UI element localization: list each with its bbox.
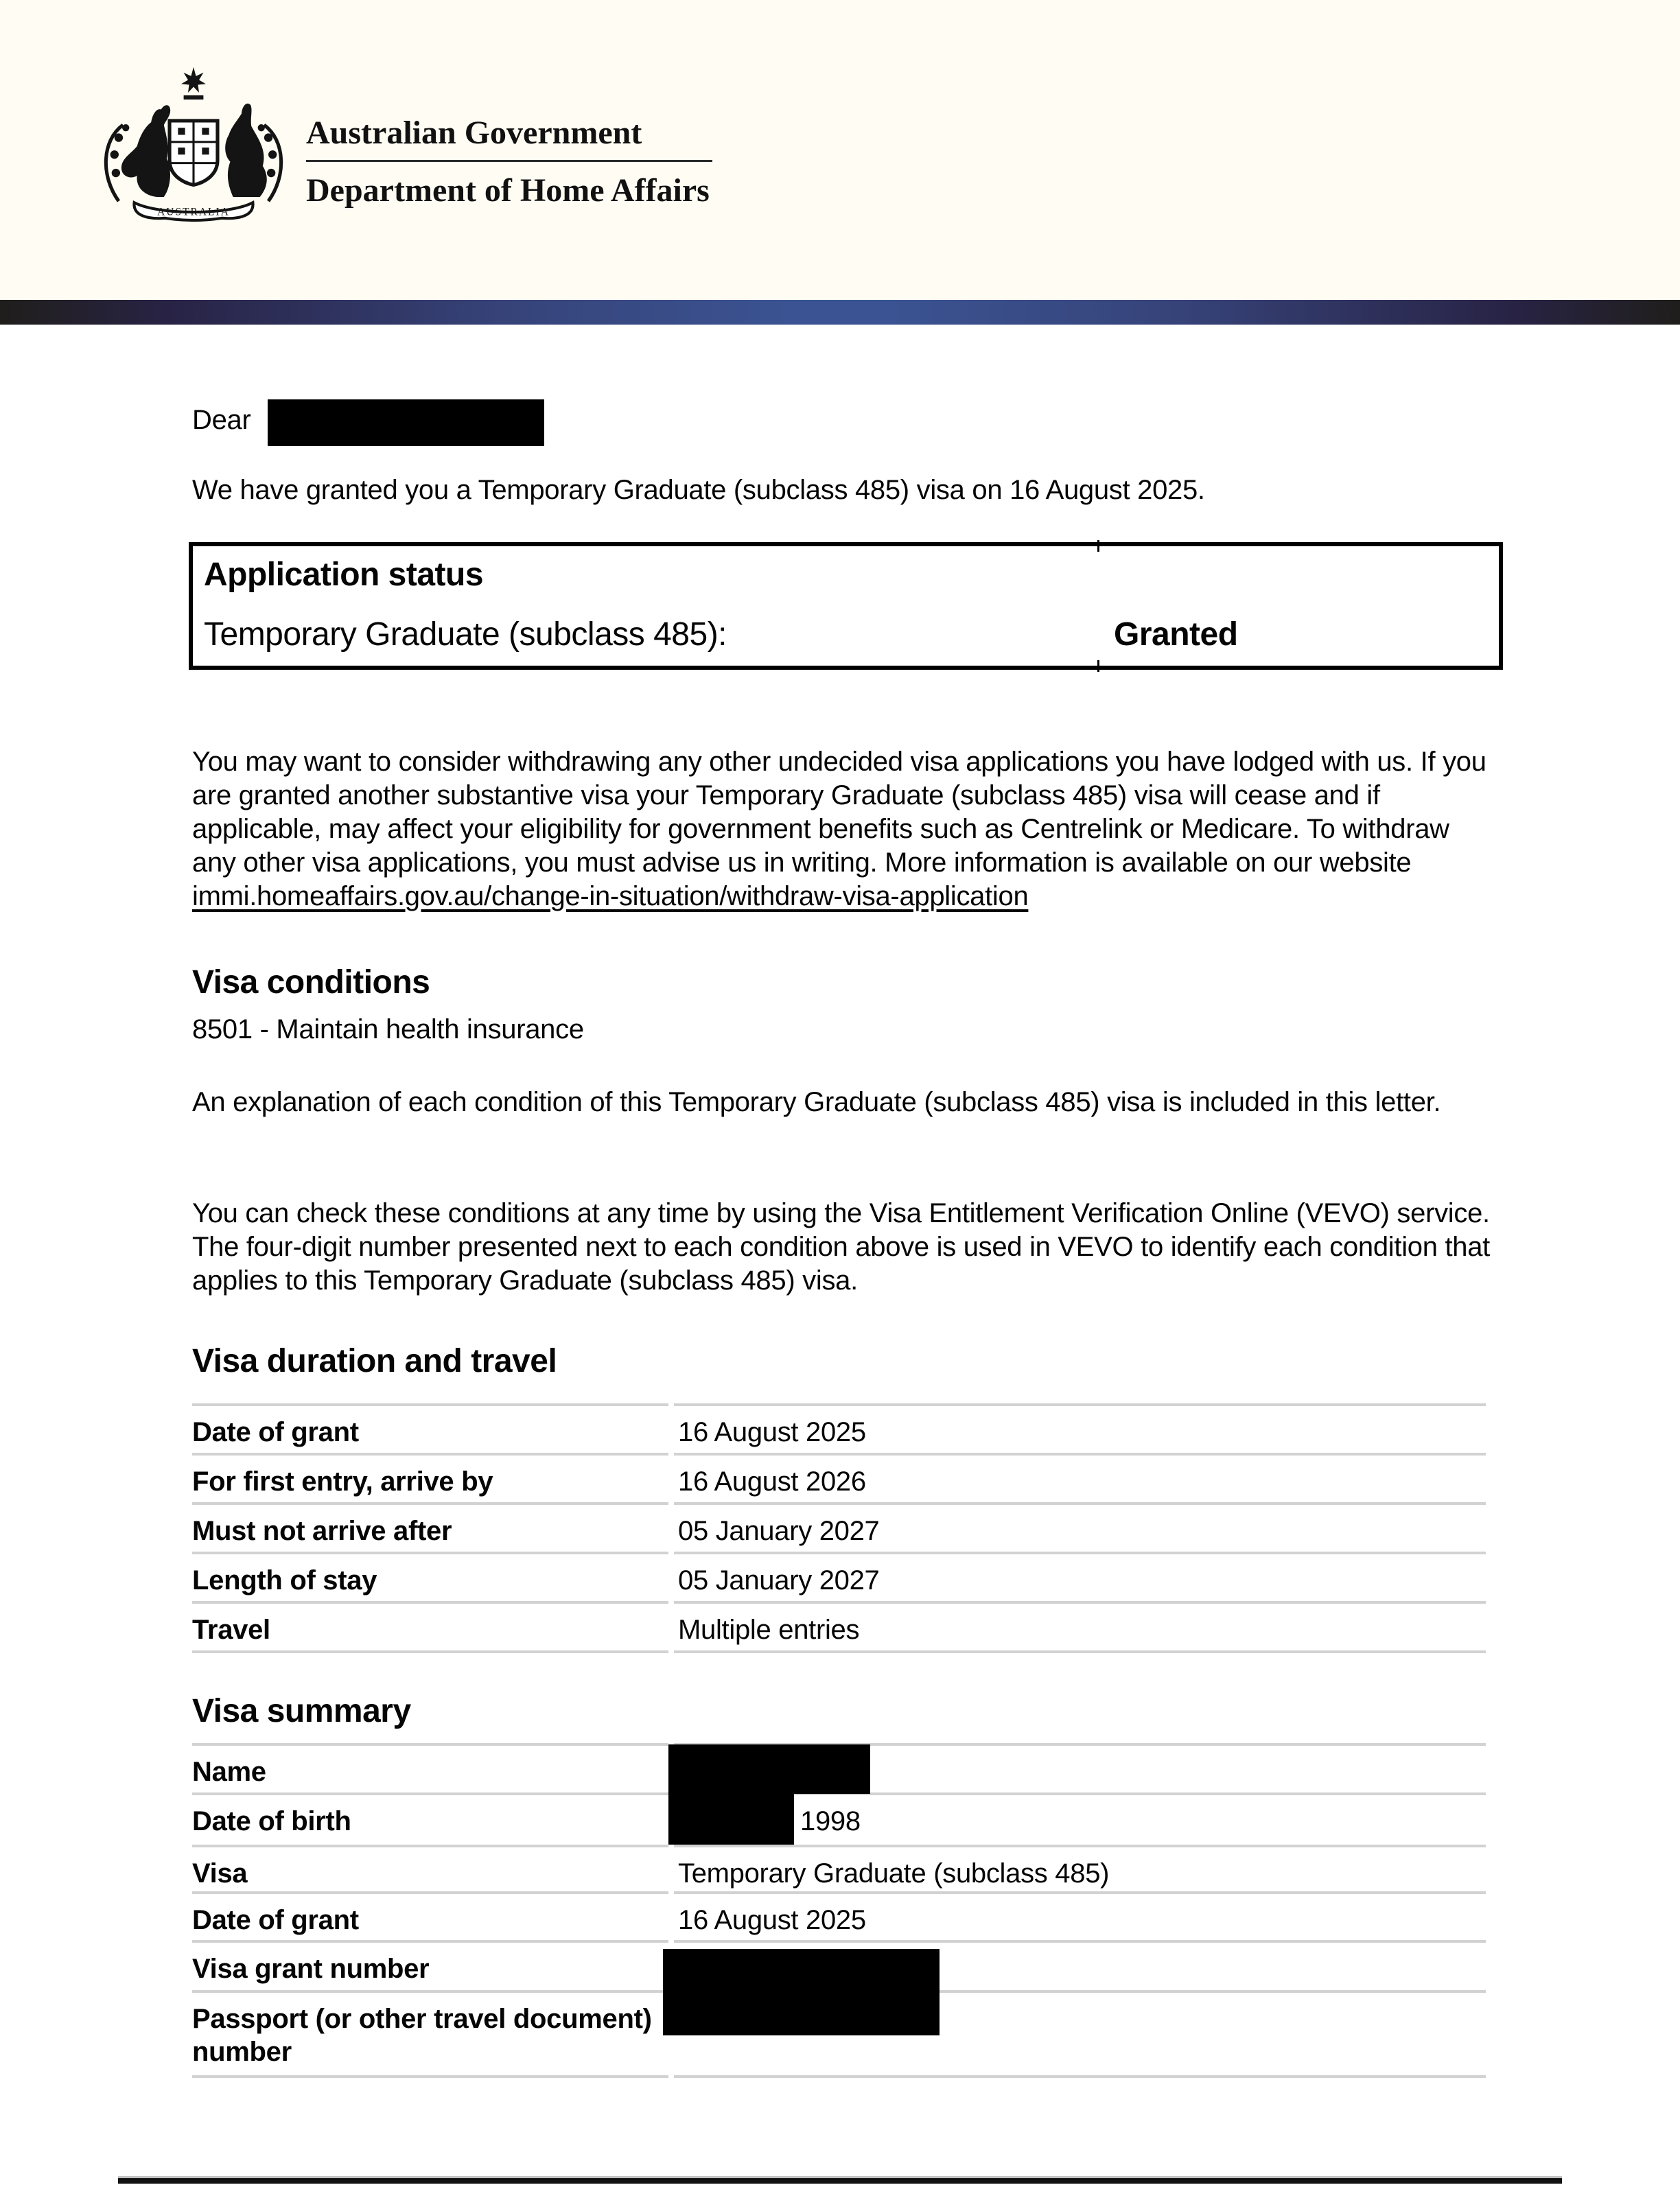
government-header [306,114,786,209]
row-label: Date of birth [192,1792,668,1845]
application-status-box [189,542,1503,670]
visa-summary-heading: Visa summary [192,1693,411,1729]
visa-conditions-heading: Visa conditions [192,964,430,1001]
conditions-explanation: An explanation of each condition of this Temporary Graduate (subclass 485) visa is included in this letter. [192,1087,1441,1117]
table-row [192,1845,1486,1891]
condition-8501: 8501 - Maintain health insurance [192,1014,584,1044]
row-label: For first entry, arrive by [192,1453,668,1502]
birth-year: 1998 [800,1806,861,1836]
salutation: Dear [192,405,251,435]
row-value: Multiple entries [674,1601,1486,1650]
kangaroo-icon [121,105,170,197]
row-label: Passport (or other travel document) number [192,1990,668,2075]
row-label: Length of stay [192,1552,668,1601]
redacted-birth-date [668,1794,794,1845]
row-label: Visa grant number [192,1940,668,1990]
agency-title: Australian Government [306,115,642,151]
row-label: Name [192,1743,668,1792]
header-divider [306,160,712,162]
column-divider-tick-bottom [1097,660,1099,672]
withdraw-link[interactable]: immi.homeaffairs.gov.au/change-in-situation/withdraw-visa-application [192,881,1029,911]
brand-banner [0,300,1680,325]
application-status-title: Application status [204,557,484,593]
row-label: Must not arrive after [192,1502,668,1552]
row-value: 05 January 2027 [674,1502,1486,1552]
table-row [192,1891,1486,1940]
row-value: Temporary Graduate (subclass 485) [674,1845,1486,1891]
redacted-name [668,1744,870,1794]
withdraw-paragraph [192,745,1500,913]
table-row [192,1792,1486,1845]
vevo-paragraph: You can check these conditions at any time by using the Visa Entitlement Verification Online (VEVO) service. The four-digit number presented next to each condition above is used in VEVO to identify each condition that applies to this Temporary Graduate (subclass 485) visa. [192,1198,1490,1296]
table-row [192,1552,1486,1601]
row-value: 16 August 2025 [674,1891,1486,1940]
department-title: Department of Home Affairs [306,172,710,209]
application-status-label: Temporary Graduate (subclass 485): [204,616,727,653]
row-label: Date of grant [192,1403,668,1453]
row-value: 16 August 2025 [674,1403,1486,1453]
footer-rule [118,2178,1562,2184]
emblem-scroll-text: AUSTRALIA [157,206,230,218]
table-row [192,1502,1486,1552]
grant-intro: We have granted you a Temporary Graduate (subclass 485) visa on 16 August 2025. [192,475,1205,505]
table-bottom-rule [192,2075,1486,2078]
visa-duration-table [192,1403,1486,1653]
australian-coat-of-arms [95,62,292,233]
emu-icon [225,104,267,197]
redacted-grant-passport-numbers [663,1949,940,2035]
redacted-recipient-name [268,399,544,446]
row-value [674,1792,1486,1845]
table-row [192,1601,1486,1650]
row-label: Travel [192,1601,668,1650]
withdraw-text: You may want to consider withdrawing any other undecided visa applications you have lodged with us. If you are granted another substantive visa your Temporary Graduate (subclass 485) visa will cease and if applicable, may affect your eligibility for government benefits such as Centrelink or Medicare. To withdraw any other visa applications, you must advise us in writing. More information is available on our website [192,747,1486,878]
row-label: Date of grant [192,1891,668,1940]
table-row [192,1403,1486,1453]
row-value: 16 August 2026 [674,1453,1486,1502]
star-icon [181,67,206,93]
application-status-value: Granted [1114,616,1238,653]
table-bottom-rule [192,1650,1486,1653]
column-divider-tick-top [1097,540,1099,552]
table-row [192,1453,1486,1502]
visa-duration-heading: Visa duration and travel [192,1343,557,1379]
row-value: 05 January 2027 [674,1552,1486,1601]
row-label: Visa [192,1845,668,1891]
